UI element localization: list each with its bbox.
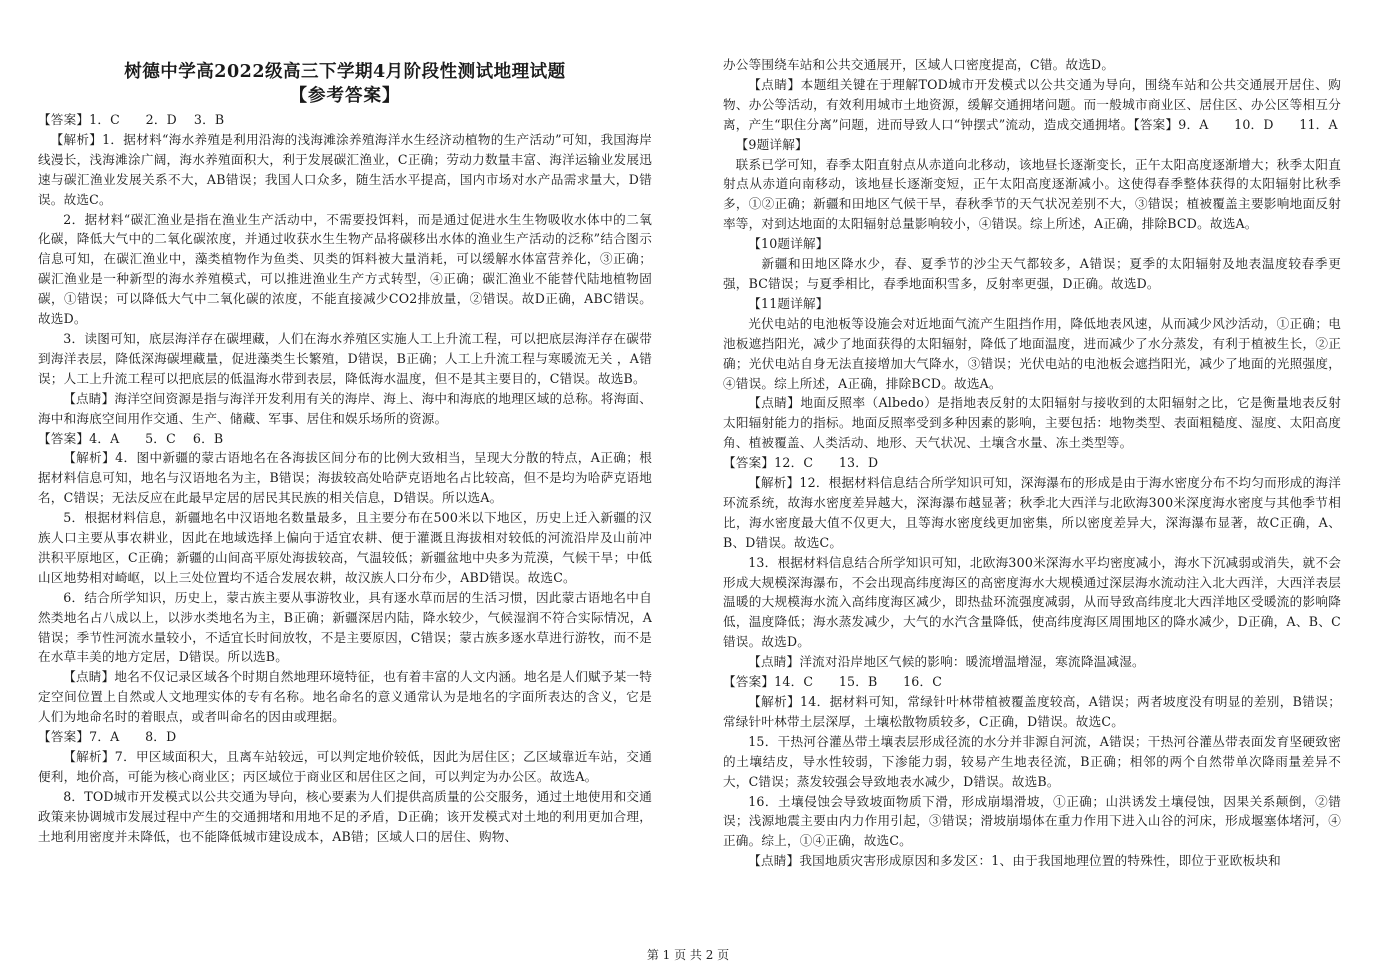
paragraph: 【点睛】洋流对沿岸地区气候的影响：暖流增温增湿，寒流降温减湿。 <box>748 654 1145 670</box>
right-column <box>723 55 1341 871</box>
paragraph: 【点睛】地面反照率（Albedo）是指地表反射的太阳辐射与接收到的太阳辐射之比，它是衡量地表反射太阳辐射能力的指标。地面反照率受到多种因素的影响，主要包括：地物类型、表面粗糙度、湿度、太阳高度角、植被覆盖、人类活动、地形、天气状况、土壤含水量、冻土类型等。 <box>723 395 1341 451</box>
paragraph: 新疆和田地区降水少，春、夏季节的沙尘天气都较多，A错误；夏季的太阳辐射及地表温度较春季更强，BC错误；与夏季相比，春季地面积雪多，反射率更强，D正确。故选D。 <box>723 256 1341 291</box>
paragraph: 【答案】7．A 8．D <box>38 729 177 745</box>
document-subtitle: 【参考答案】 <box>289 86 401 106</box>
paragraph: 【9题详解】 <box>735 136 808 152</box>
document-title: 树德中学高2022级高三下学期4月阶段性测试地理试题 <box>124 62 566 82</box>
paragraph: 【解析】12．根据材料信息结合所学知识可知，深海瀑布的形成是由于海水密度分布不均匀而形成的海洋环流系统，故海水密度差异越大，深海瀑布越显著；秋季北大西洋与北欧海300米深度海水密度与其他季节相比，海水密度最大值不仅更大，且等海水密度线更加密集，所以密度差异大，深海瀑布显著，故C正确，A、B、D错误。故选C。 <box>723 475 1341 550</box>
paragraph: 16．土壤侵蚀会导致坡面物质下滑，形成崩塌滑坡，①正确；山洪诱发土壤侵蚀，因果关系颠倒，②错误；浅源地震主要由内力作用引起，③错误；滑坡崩塌体在重力作用下进入山谷的河床，形成堰塞体堵河，④正确。综上，①④正确，故选C。 <box>723 793 1341 849</box>
paragraph: 【解析】4．图中新疆的蒙古语地名在各海拔区间分布的比例大致相当，呈现大分散的特点，A正确；根据材料信息可知，地名与汉语地名为主，B错误；海拔较高处哈萨克语地名占比较高，但不是均为哈萨克语地名，C错误；无法反应在此最早定居的居民其民族的相关信息，D错误。所以选A。 <box>38 450 652 506</box>
left-column <box>38 60 652 847</box>
paragraph: 光伏电站的电池板等设施会对近地面气流产生阻挡作用，降低地表风速，从而减少风沙活动，①正确；电池板遮挡阳光，减少了地面获得的太阳辐射，降低了地面温度，进而减少了水分蒸发，有利于植被生长，②正确；光伏电站自身无法直接增加大气降水，③错误；光伏电站的电池板会遮挡阳光，减少了地面的光照强度，④错误。综上所述，A正确，排除BCD。故选A。 <box>723 315 1341 391</box>
paragraph: 办公等围绕车站和公共交通展开，区域人口密度提高，C错。故选D。 <box>723 57 1115 72</box>
paragraph: 【点睛】海洋空间资源是指与海洋开发利用有关的海岸、海上、海中和海底的地理区域的总称。将海面、海中和海底空间用作交通、生产、储藏、军事、居住和娱乐场所的资源。 <box>38 390 652 426</box>
paragraph: 15．干热河谷灌丛带土壤表层形成径流的水分并非源自河流，A错误；干热河谷灌丛带表面发育坚硬致密的土壤结皮，导水性较弱，下渗能力弱，较易产生地表径流，B正确；相邻的两个自然带单次降雨量差异不大，C错误；蒸发较强会导致地表水减少，D错误。故选B。 <box>723 733 1341 789</box>
right-column-body <box>723 55 1341 871</box>
paragraph: 6．结合所学知识，历史上，蒙古族主要从事游牧业，具有逐水草而居的生活习惯，因此蒙古语地名中自然类地名占八成以上，以涉水类地名为主，B正确；新疆深居内陆，降水较少，气候湿润不符合实际情况，A错误；季节性河流水量较小，不适宜长时间放牧，不是主要原因，C错误；蒙古族多逐水草进行游牧，而不是在水草丰美的地方定居，D错误。所以选B。 <box>38 589 652 665</box>
paragraph: 【10题详解】 <box>748 236 829 252</box>
paragraph: 联系已学可知，春季太阳直射点从赤道向北移动，该地昼长逐渐变长，正午太阳高度逐渐增大；秋季太阳直射点从赤道向南移动，该地昼长逐渐变短，正午太阳高度逐渐减小。这使得春季整体获得的太阳辐射比秋季多，①②正确；新疆和田地区气候干旱，春秋季节的天气状况差别不大，③错误；植被覆盖主要影响地面反射率等，对到达地面的太阳辐射总量影响较小，④错误。综上所述，A正确，排除BCD。故选A。 <box>723 156 1341 232</box>
left-column-body <box>38 110 652 847</box>
paragraph: 【解析】7．甲区域面积大，且离车站较远，可以判定地价较低，因此为居住区；乙区域靠近车站，交通便利，地价高，可能为核心商业区；丙区域位于商业区和居住区之间，可以判定为办公区。故选A。 <box>38 749 652 784</box>
paragraph: 【答案】4．A 5．C 6．B <box>38 430 224 446</box>
paragraph: 【答案】1．C 2．D 3．B <box>38 112 225 127</box>
paragraph: 8．TOD城市开发模式以公共交通为导向，核心要素为人们提供高质量的公交服务，通过土地使用和交通政策来协调城市发展过程中产生的交通拥堵和用地不足的矛盾，D正确；该开发模式对土地的利用更加合理，土地利用密度并未降低，也不能降低城市建设成本，AB错；区域人口的居住、购物、 <box>38 788 652 844</box>
paragraph: 13．根据材料信息结合所学知识可知，北欧海300米深海水平均密度减小，海水下沉减弱或消失，就不会形成大规模深海瀑布，不会出现高纬度海区的高密度海水大规模通过深层海水流动注入北大西洋，大西洋表层温暖的大规模海水流入高纬度海区减少，即热盐环流强度减弱，从而导致高纬度北大西洋地区受暖流的影响降低，温度降低；海水蒸发减少，大气的水汽含量降低，使高纬度海区周围地区的降水减少，D正确，A、B、C错误。故选D。 <box>723 554 1341 650</box>
paragraph: 【答案】12．C 13．D <box>723 455 879 471</box>
paragraph: 3．读图可知，底层海洋存在碳埋藏，人们在海水养殖区实施人工上升流工程，可以把底层海洋存在碳带到海洋表层，降低深海碳埋藏量，促进藻类生长繁殖，D错误，B正确；人工上升流工程与寒暖流无关 ，A错误；人工上升流工程可以把底层的低温海水带到表层，降低海水温度，但不是其主要目的，C错误。故选B。 <box>38 330 652 386</box>
paragraph: 【点睛】本题组关键在于理解TOD城市开发模式以公共交通为导向，围绕车站和公共交通展开居住、购物、办公等活动，有效利用城市土地资源，缓解交通拥堵问题。而一般城市商业区、居住区、办公区等相互分离，产生“职住分离”问题，进而导致人口“钟摆式”流动，造成交通拥堵。【答案】9．A 10．D 11．A <box>723 76 1341 132</box>
paragraph: 5．根据材料信息，新疆地名中汉语地名数量最多，且主要分布在500米以下地区，历史上迁入新疆的汉族人口主要从事农耕业，因此在地域选择上偏向于适宜农耕、便于灌溉且海拔相对较低的河流沿岸及山前冲洪积平原地区，C正确；新疆的山间高平原处海拔较高，气温较低；新疆盆地中央多为荒漠，气候干旱；中低山区地势相对崎岖，以上三处位置均不适合发展农耕，故汉族人口分布少，ABD错误。故选C。 <box>38 510 652 585</box>
page-footer: 第 1 页 共 2 页 <box>646 948 730 962</box>
paragraph: 【解析】1．据材料“海水养殖是利用沿海的浅海滩涂养殖海洋水生经济动植物的生产活动”可知，我国海岸线漫长，浅海滩涂广阔，海水养殖面积大，利于发展碳汇渔业，C正确；劳动力数量丰富、海洋运输业发展迅速与碳汇渔业发展关系不大，AB错误；我国人口众多，随生活水平提高，国内市场对水产品需求量大，D错误。故选C。 <box>38 131 652 207</box>
paragraph: 【点睛】我国地质灾害形成原因和多发区：1、由于我国地理位置的特殊性，即位于亚欧板块和 <box>748 853 1281 869</box>
paragraph: 【答案】14．C 15．B 16．C <box>723 674 943 690</box>
paragraph: 2．据材料“碳汇渔业是指在渔业生产活动中，不需要投饵料，而是通过促进水生生物吸收水体中的二氧化碳，降低大气中的二氧化碳浓度，并通过收获水生生物产品将碳移出水体的渔业生产活动的泛称”结合图示信息可知，在碳汇渔业中，藻类植物作为鱼类、贝类的饵料被大量消耗，可以缓解水体富营养化，③正确；碳汇渔业是一种新型的海水养殖模式，可以推进渔业生产方式转型，④正确；碳汇渔业不能替代陆地植物固碳，①错误；可以降低大气中二氧化碳的浓度，不能直接减少CO2排放量，②错误。故D正确，ABC错误。故选D。 <box>38 211 652 327</box>
paragraph: 【解析】14．据材料可知，常绿针叶林带植被覆盖度较高，A错误；两者坡度没有明显的差别，B错误；常绿针叶林带土层深厚，土壤松散物质较多，C正确，D错误。故选C。 <box>723 694 1341 729</box>
paragraph: 【点睛】地名不仅记录区域各个时期自然地理环境特征，也有着丰富的人文内涵。地名是人们赋予某一特定空间位置上自然或人文地理实体的专有名称。地名命名的意义通常认为是地名的字面所表达的含义，它是人们为地命名时的着眼点，或者叫命名的因由或理据。 <box>38 669 652 725</box>
paragraph: 【11题详解】 <box>748 295 829 311</box>
